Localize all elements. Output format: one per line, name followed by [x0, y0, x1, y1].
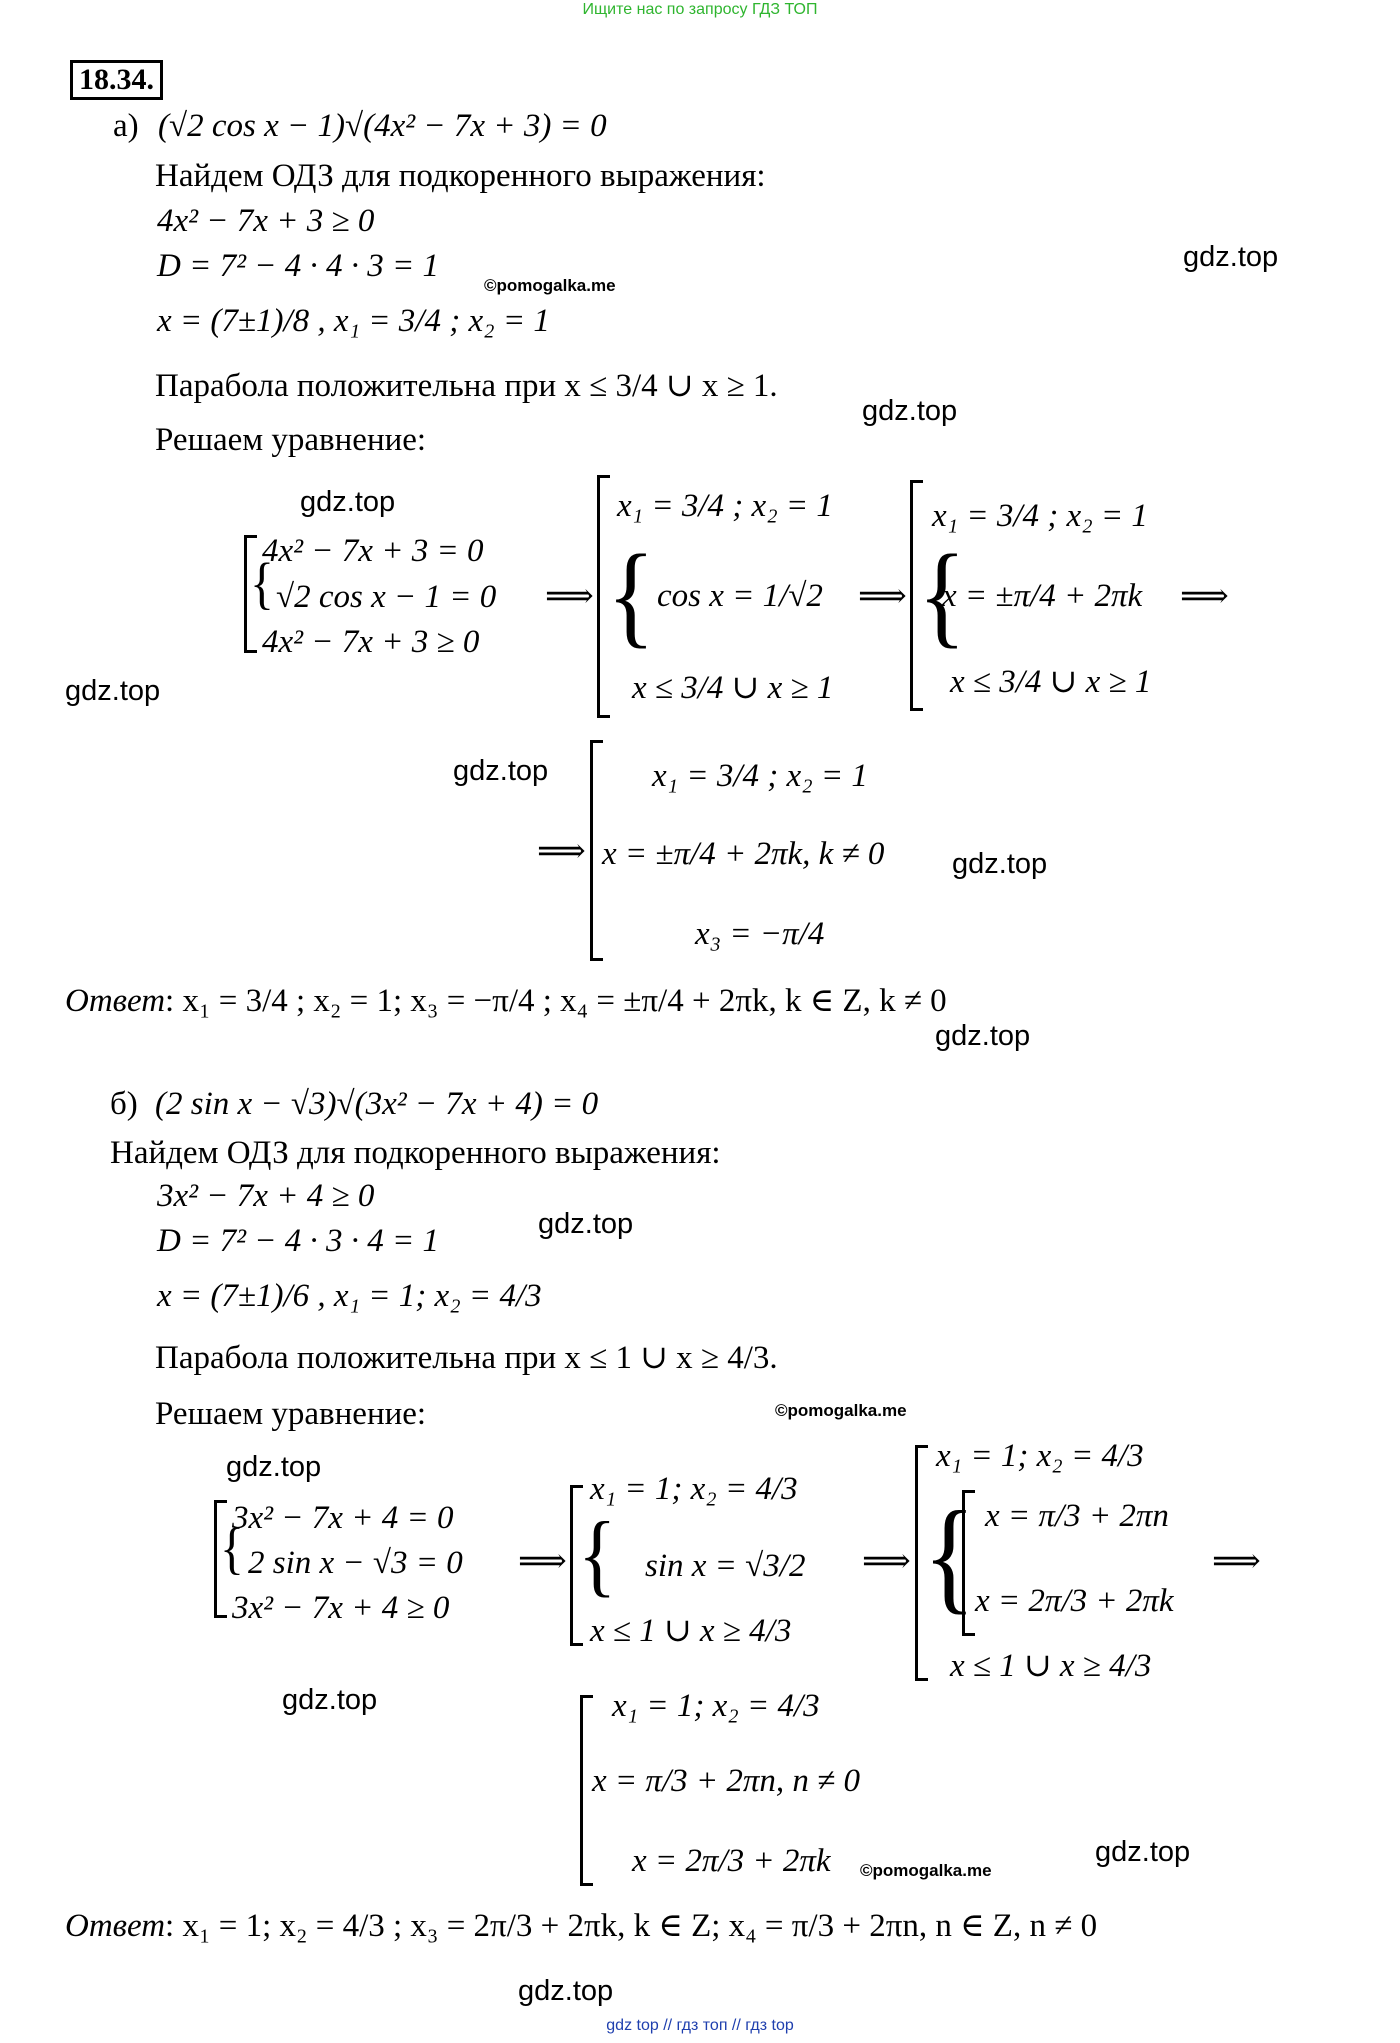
- problem-number: 18.34.: [70, 60, 163, 100]
- part-b-answer: [65, 1910, 1097, 1943]
- implies-arrow: ⟹: [545, 578, 594, 615]
- part-a-answer: [65, 985, 947, 1018]
- part-b-sys4-line1: x₁ = 1; x₂ = 4/3: [612, 1688, 820, 1724]
- answer-label: Ответ: [65, 1908, 166, 1944]
- part-a-sys2-brace: {: [607, 530, 655, 659]
- part-b-sys2-line1: x₁ = 1; x₂ = 4/3: [590, 1471, 798, 1507]
- part-b-solve-intro: Решаем уравнение:: [155, 1396, 427, 1432]
- part-a-sys1-line2: √2 cos x − 1 = 0: [276, 579, 497, 615]
- part-a-equation: (√2 cos x − 1)√(4x² − 7x + 3) = 0: [158, 108, 607, 144]
- part-b-sys1-line1: 3x² − 7x + 4 = 0: [232, 1500, 454, 1536]
- part-b-sys2-line3: x ≤ 1 ∪ x ≥ 4/3: [590, 1613, 792, 1649]
- part-a-roots: x = (7±1)/8 , x₁ = 3/4 ; x₂ = 1: [157, 303, 550, 339]
- implies-arrow: ⟹: [858, 578, 907, 615]
- watermark-gdz: gdz.top: [862, 395, 958, 427]
- watermark-pomogalka: ©pomogalka.me: [860, 1861, 992, 1880]
- top-banner-link[interactable]: Ищите нас по запросу ГДЗ ТОП: [582, 1, 818, 18]
- watermark-gdz: gdz.top: [935, 1020, 1031, 1052]
- watermark-pomogalka: ©pomogalka.me: [775, 1401, 907, 1420]
- implies-arrow: ⟹: [537, 833, 586, 870]
- part-b-inequality: 3x² − 7x + 4 ≥ 0: [157, 1178, 375, 1214]
- watermark-pomogalka: ©pomogalka.me: [484, 276, 616, 295]
- part-b-sys3-line4: x ≤ 1 ∪ x ≥ 4/3: [950, 1648, 1152, 1684]
- part-b-parabola: Парабола положительна при x ≤ 1 ∪ x ≥ 4/3.: [155, 1340, 778, 1376]
- part-a-sys3-line3: x ≤ 3/4 ∪ x ≥ 1: [950, 664, 1152, 700]
- watermark-gdz: gdz.top: [1183, 241, 1279, 273]
- part-b-sys1-line3: 3x² − 7x + 4 ≥ 0: [232, 1590, 450, 1626]
- part-a-answer-text: : x₁ = 3/4 ; x₂ = 1; x₃ = −π/4 ; x₄ = ±π/4 + 2πk, k ∈ Z, k ≠ 0: [165, 983, 947, 1019]
- part-a-sys1-line1: 4x² − 7x + 3 = 0: [262, 533, 484, 569]
- part-b-sys3-line2: x = π/3 + 2πn: [985, 1498, 1169, 1534]
- part-a-sys2-line3: x ≤ 3/4 ∪ x ≥ 1: [632, 670, 834, 706]
- part-b-sys3-inner-bracket: [962, 1490, 975, 1636]
- part-a-sys1-brace: {: [250, 550, 274, 616]
- part-a-sys4-line2: x = ±π/4 + 2πk, k ≠ 0: [602, 836, 885, 872]
- implies-arrow: ⟹: [518, 1543, 567, 1580]
- implies-arrow: ⟹: [862, 1543, 911, 1580]
- watermark-gdz: gdz.top: [1095, 1836, 1191, 1868]
- part-b-sys2-line2: sin x = √3/2: [645, 1548, 806, 1584]
- part-a-sys3-line1: x₁ = 3/4 ; x₂ = 1: [932, 498, 1148, 534]
- watermark-gdz: gdz.top: [952, 848, 1048, 880]
- bottom-banner-link[interactable]: gdz top // гдз топ // гдз top: [606, 2017, 794, 2034]
- implies-arrow: ⟹: [1180, 578, 1229, 615]
- part-a-sys3-brace: {: [918, 530, 966, 659]
- part-b-sys1-line2: 2 sin x − √3 = 0: [248, 1545, 463, 1581]
- part-b-sys2-brace: {: [578, 1504, 617, 1606]
- part-a-inequality: 4x² − 7x + 3 ≥ 0: [157, 203, 375, 239]
- part-a-odz-intro: Найдем ОДЗ для подкоренного выражения:: [155, 158, 766, 194]
- part-a-solve-intro: Решаем уравнение:: [155, 422, 427, 458]
- part-b-sys3-brace: {: [923, 1484, 976, 1626]
- watermark-gdz: gdz.top: [300, 486, 396, 518]
- part-b-sys1-brace: {: [220, 1515, 244, 1581]
- watermark-gdz: gdz.top: [538, 1208, 634, 1240]
- part-a-label: а): [113, 108, 139, 144]
- part-b-answer-text: : x₁ = 1; x₂ = 4/3 ; x₃ = 2π/3 + 2πk, k ∈ Z; x₄ = π/3 + 2πn, n ∈ Z, n ≠ 0: [165, 1908, 1098, 1944]
- watermark-gdz: gdz.top: [282, 1684, 378, 1716]
- part-b-sys3-line1: x₁ = 1; x₂ = 4/3: [936, 1438, 1144, 1474]
- part-a-sys1-line3: 4x² − 7x + 3 ≥ 0: [262, 624, 480, 660]
- implies-arrow: ⟹: [1212, 1543, 1261, 1580]
- part-b-sys3-line3: x = 2π/3 + 2πk: [975, 1583, 1174, 1619]
- part-b-equation: (2 sin x − √3)√(3x² − 7x + 4) = 0: [155, 1086, 599, 1122]
- part-b-label: б): [110, 1086, 138, 1122]
- watermark-gdz: gdz.top: [453, 755, 549, 787]
- part-a-sys2-line1: x₁ = 3/4 ; x₂ = 1: [617, 488, 833, 524]
- watermark-gdz: gdz.top: [65, 675, 161, 707]
- part-a-discriminant: D = 7² − 4 · 4 · 3 = 1: [157, 248, 440, 284]
- part-a-sys4-line1: x₁ = 3/4 ; x₂ = 1: [652, 758, 868, 794]
- part-b-sys4-line2: x = π/3 + 2πn, n ≠ 0: [592, 1763, 861, 1799]
- part-b-sys4-line3: x = 2π/3 + 2πk: [632, 1843, 831, 1879]
- part-a-sys2-line2: cos x = 1/√2: [657, 578, 823, 614]
- watermark-gdz: gdz.top: [518, 1975, 614, 2007]
- part-a-sys4-line3: x₃ = −π/4: [695, 916, 825, 952]
- part-b-roots: x = (7±1)/6 , x₁ = 1; x₂ = 4/3: [157, 1278, 542, 1314]
- part-a-parabola: Парабола положительна при x ≤ 3/4 ∪ x ≥ 1.: [155, 368, 778, 404]
- watermark-gdz: gdz.top: [226, 1451, 322, 1483]
- part-b-discriminant: D = 7² − 4 · 3 · 4 = 1: [157, 1223, 440, 1259]
- part-a-sys3-line2: x = ±π/4 + 2πk: [942, 578, 1143, 614]
- answer-label: Ответ: [65, 983, 166, 1019]
- part-b-odz-intro: Найдем ОДЗ для подкоренного выражения:: [110, 1135, 721, 1171]
